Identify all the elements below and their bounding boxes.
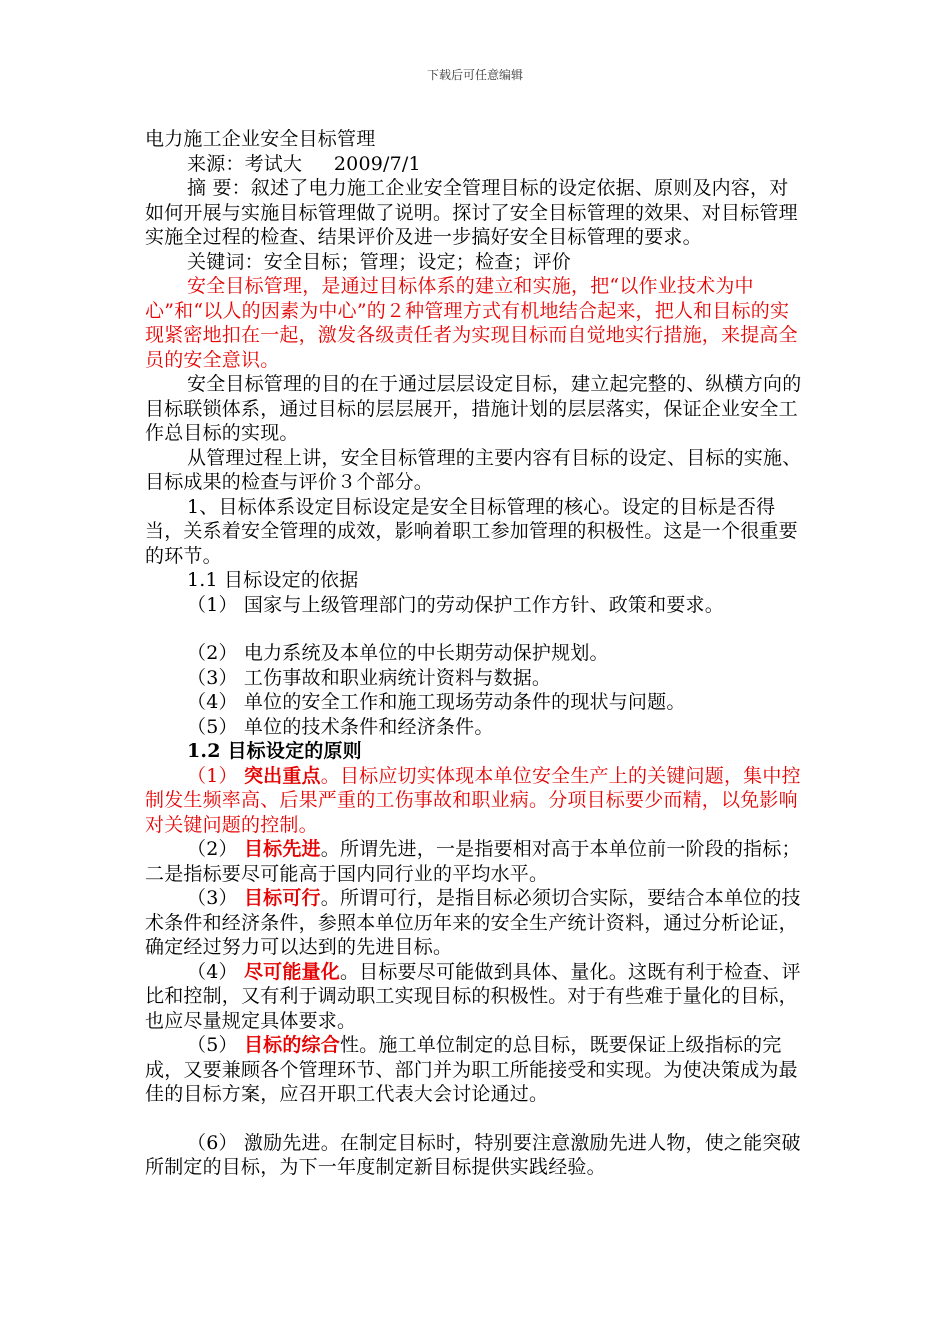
principle-text: 。所谓可行，是指目标必须切合实际，要结合本单位的技术条件和经济条件，参照本单位历年来的安全生产统计资料，通过分析论证，确定经过努力可以达到的先进目标。 [145,887,801,958]
section-1-2-heading: 1.2 目标设定的原则 [187,740,362,762]
principle-item [145,764,805,838]
principle-number: （5） [187,1034,244,1056]
principle-key: 目标可行 [243,887,321,909]
keywords: 关键词：安全目标；管理；设定；检查；评价 [187,250,572,273]
section-1-1-heading: 1.1 目标设定的依据 [187,569,359,591]
principle-item [145,886,805,960]
principle-item: （6） 激励先进。在制定目标时，特别要注意激励先进人物，使之能突破所制定的目标，为下一年度制定新目标提供实践经验。 [145,1131,801,1178]
basis-item: （1） 国家与上级管理部门的劳动保护工作方针、政策和要求。 [187,593,724,616]
principle-key: 尽可能量化 [243,960,340,983]
principle-item [145,960,805,1034]
principle-number: （3） [187,887,244,909]
page-header: 下载后可任意编辑 [426,68,523,82]
purpose-paragraph: 安全目标管理的目的在于通过层层设定目标，建立起完整的、纵横方向的目标联锁体系，通过目标的层层展开，措施计划的层层落实，保证企业安全工作总目标的实现。 [145,373,802,444]
principle-number: （2） [187,838,244,860]
principle-text: 。所谓先进，一是指要相对高于本单位前一阶段的指标；二是指标要尽可能高于国内同行业的平均水平。 [145,838,801,885]
principle-key: 目标先进 [243,838,321,860]
principle-item [145,837,805,886]
abstract: 摘 要：叙述了电力施工企业安全管理目标的设定依据、原则及内容，对如何开展与实施目标管理做了说明。探讨了安全目标管理的效果、对目标管理实施全过程的检查、结果评价及进一步搞好安全目标管理的要求。 [145,177,798,248]
basis-item: （3） 工伤事故和职业病统计资料与数据。 [187,666,552,689]
principle-text: 。目标应切实体现本单位安全生产上的关键问题，集中控制发生频率高、后果严重的工伤事故和职业病。分项目标要少而精，以免影响对关键问题的控制。 [145,764,801,836]
principle-text: 。目标要尽可能做到具体、量化。这既有利于检查、评比和控制，又有利于调动职工实现目标的积极性。对于有些难于量化的目标，也应尽量规定具体要求。 [145,960,801,1032]
intro-paragraph: 安全目标管理，是通过目标体系的建立和实施，把“以作业技术为中心”和“以人的因素为中心”的２种管理方式有机地结合起来，把人和目标的实现紧密地扣在一起，激发各级责任者为实现目标而自觉地实行措施，来提高全员的安全意识。 [145,275,798,371]
principle-text: 性。施工单位制定的总目标，既要保证上级指标的完成，又要兼顾各个管理环节、部门并为职工所能接受和实现。为使决策成为最佳的目标方案，应召开职工代表大会讨论通过。 [145,1034,798,1105]
principle-key: 目标的综合 [243,1034,340,1056]
document-body [145,127,805,1180]
basis-item: （4） 单位的安全工作和施工现场劳动条件的现状与问题。 [187,691,686,713]
principle-number: （4） [187,960,244,983]
source-line: 来源：考试大 2009/7/1 [187,152,421,175]
blank-line [145,1107,805,1131]
principle-key: 突出重点 [243,764,321,787]
document-title: 电力施工企业安全目标管理 [145,128,376,150]
basis-item: （5） 单位的技术条件和经济条件。 [187,715,494,738]
blank-line [145,617,805,641]
principle-item [145,1033,805,1107]
principle-number: （1） [187,764,244,787]
section-1-paragraph: 1、目标体系设定目标设定是安全目标管理的核心。设定的目标是否得当，关系着安全管理的成效，影响着职工参加管理的积极性。这是一个很重要的环节。 [145,495,798,567]
basis-item: （2） 电力系统及本单位的中长期劳动保护规划。 [187,642,609,664]
process-paragraph: 从管理过程上讲，安全目标管理的主要内容有目标的设定、目标的实施、目标成果的检查与评价３个部分。 [145,446,802,493]
